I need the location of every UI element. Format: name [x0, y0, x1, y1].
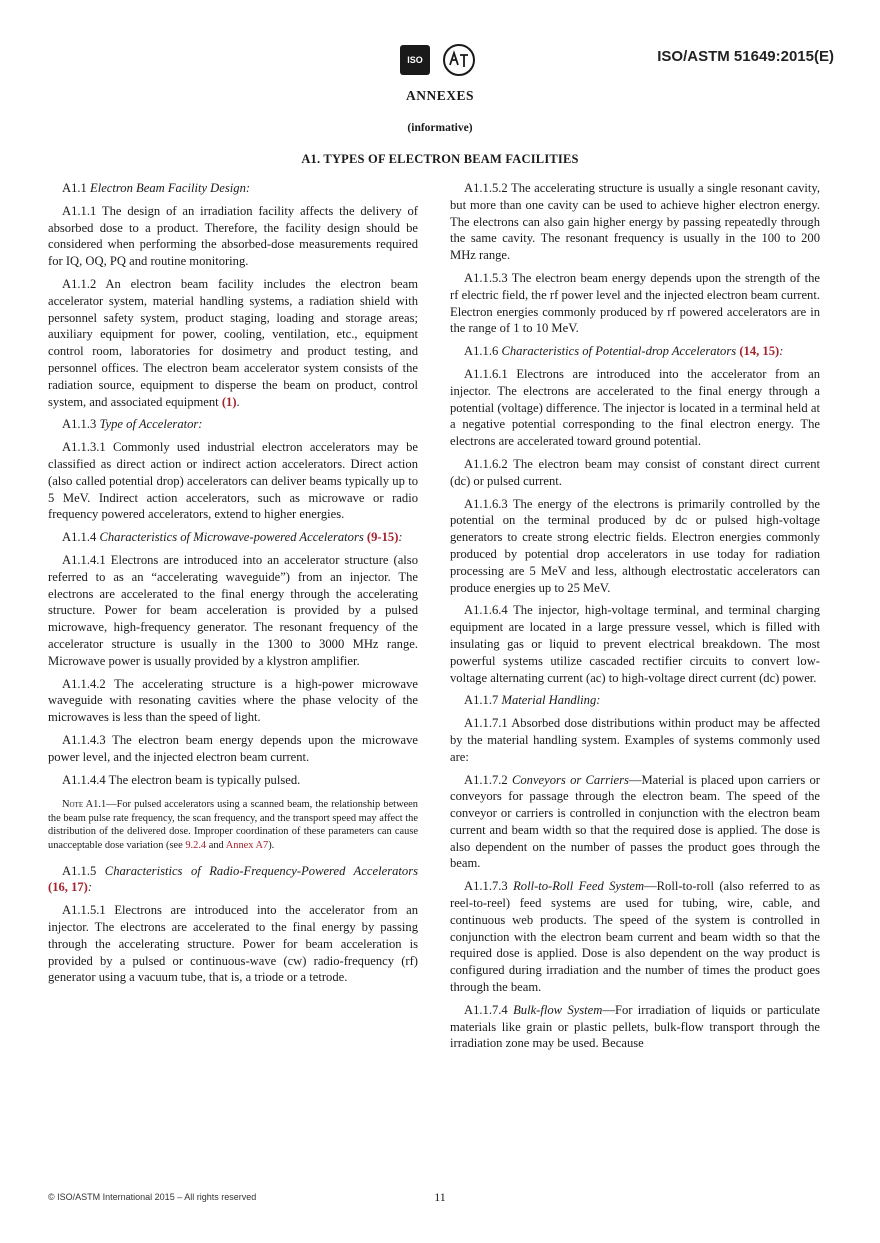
reference-link[interactable]: (9-15)	[366, 530, 399, 545]
right-column	[450, 180, 820, 1058]
paragraph: A1.1.5.1 Electrons are introduced into the accelerator from an injector. The electrons are accelerated to the final energy by passing through the accelerating structure. Power for beam acceleration is provided by a pulsed or continuous-wave (cw) radio-frequency (rf) generator using a vacuum tube, that is, a triode or a tetrode.	[48, 903, 418, 985]
paragraph: A1.1.3 Type of Accelerator:	[62, 417, 203, 432]
astm-logo-icon	[442, 43, 476, 77]
section-title: A1. TYPES OF ELECTRON BEAM FACILITIES	[301, 152, 579, 166]
paragraph: A1.1.6.2 The electron beam may consist of constant direct current (dc) or pulsed current.	[450, 456, 820, 488]
copyright-notice: © ISO/ASTM International 2015 – All rights reserved	[48, 1192, 257, 1202]
paragraph: A1.1.7 Material Handling:	[464, 693, 601, 708]
paragraph: A1.1.1 The design of an irradiation facility affects the delivery of absorbed dose to a product. Therefore, the facility design should be considered when performing the absorbed-dose measurements required for IQ, OQ, PQ and routine monitoring.	[48, 203, 418, 269]
annexes-subtitle: (informative)	[407, 122, 473, 134]
paragraph: A1.1.6 Characteristics of Potential-drop Accelerators (14, 15):	[464, 344, 784, 359]
paragraph: A1.1.6.1 Electrons are introduced into the accelerator from an injector. The electrons are accelerated to the final energy through a potential (voltage) difference. The injector is located in a terminal held at a negative potential corresponding to the final electron energy. The electrons are accelerated toward ground potential.	[450, 366, 820, 449]
reference-link[interactable]: 9.2.4	[185, 840, 207, 852]
page-number: 11	[434, 1190, 446, 1204]
reference-link[interactable]: Annex A7	[225, 840, 269, 852]
paragraph: A1.1.6.4 The injector, high-voltage terminal, and terminal charging equipment are located in a large pressure vessel, which is filled with insulating gas or liquid to prevent electrical breakdown. The most powerful systems utilize cascaded rectifier circuits to convert low-voltage alternating current (ac) to high-voltage direct current (dc) power.	[450, 603, 820, 685]
iso-logo: ISO	[400, 45, 430, 75]
reference-link[interactable]: (16, 17)	[48, 880, 88, 895]
paragraph: A1.1.4.2 The accelerating structure is a high-power microwave waveguide with resonating cavities where the phase velocity of the microwaves is less than the speed of light.	[48, 676, 418, 725]
paragraph: A1.1.5.3 The electron beam energy depends upon the strength of the rf electric field, the rf power level and the injected electron beam current. Electron energies commonly produced by rf powered accelerators are in the range of 1 to 10 MeV.	[450, 270, 820, 336]
annexes-title: ANNEXES	[405, 88, 474, 103]
document-id: ISO/ASTM 51649:2015(E)	[657, 48, 834, 65]
left-column	[48, 180, 418, 992]
paragraph: A1.1.2 An electron beam facility includes the electron beam accelerator system, material handling systems, a radiation shield with personnel safety system, product staging, loading and storage areas; auxiliary equipment for power, cooling, ventilation, etc., equipment control room, laboratories for dosimetry and product testing, and personnel offices. The electron beam accelerator system consists of the radiation source, equipment to disperse the beam on product, control system, and associated equipment (1).	[48, 276, 418, 409]
paragraph: A1.1.7.3 Roll-to-Roll Feed System—Roll-to-roll (also referred to as reel-to-reel) feed systems are used for tubing, wire, cable, and continuous web products. The speed of the system is controlled in conjunction with the electron beam current and beam width so that the required dose is applied. Dose is also dependent on the way product is configured during irradiation and the number of times the product goes through the beam.	[450, 879, 820, 995]
paragraph: A1.1.5.2 The accelerating structure is usually a single resonant cavity, but more than one cavity can be used to achieve higher electron energy. The electrons can also gain higher energy by passing repeatedly through the same cavity. The resonant frequency is usually in the 100 to 200 MHz range.	[450, 181, 820, 263]
paragraph: A1.1.6.3 The energy of the electrons is primarily controlled by the potential on the terminal produced by dc or pulsed high-voltage generators to create strong electric fields. Electron energies commonly produced by potential drop accelerators in use today for radiation processing are 5 MeV and less, although electrostatic accelerators can produce energies up to 25 MeV.	[450, 496, 820, 595]
paragraph: A1.1.7.2 Conveyors or Carriers—Material is placed upon carriers or conveyors for passage through the electron beam. The speed of the conveyor or carriers is controlled in conjunction with the electron beam current and beam width so that the required dose is applied. The dose is also dependent on the number of passes the product goes through the beam.	[450, 772, 820, 871]
paragraph: A1.1.4.3 The electron beam energy depends upon the microwave power level, and the injected electron beam current.	[48, 732, 418, 764]
paragraph: A1.1.7.1 Absorbed dose distributions within product may be affected by the material handling system. Examples of systems commonly used are:	[450, 716, 820, 764]
paragraph: A1.1.4.1 Electrons are introduced into an accelerator structure (also referred to as an “accelerating waveguide”) from an injector. The electrons are accelerated to the final energy through the accelerating structure. Power for beam acceleration is provided by a pulsed microwave, high-frequency generator. The resonant frequency of the accelerator structure is usually in the 1300 to 3000 MHz range. Microwave power is usually provided by a klystron amplifier.	[48, 552, 418, 668]
paragraph: A1.1.3.1 Commonly used industrial electron accelerators may be classified as direct action or indirect action accelerators. Direct action (also called potential drop) accelerators can deliver beams typically up to 5 MeV. Indirect action accelerators, such as microwave or radio frequency powered accelerators, extend to higher energies.	[48, 440, 418, 522]
note: Note A1.1—For pulsed accelerators using a scanned beam, the relationship between the beam pulse rate frequency, the scan frequency, and the transport speed may affect the distribution of the delivered dose. Improper coordination of these parameters can cause unacceptable dose variation (see 9.2.4 and Annex A7).	[48, 799, 418, 852]
paragraph: A1.1.5 Characteristics of Radio-Frequency-Powered Accelerators (16, 17):	[48, 863, 418, 895]
paragraph: A1.1.4 Characteristics of Microwave-powered Accelerators (9-15):	[62, 530, 403, 545]
paragraph: A1.1.4.4 The electron beam is typically pulsed.	[62, 772, 301, 787]
reference-link[interactable]: (1)	[221, 394, 237, 409]
header-logos	[400, 42, 476, 78]
reference-link[interactable]: (14, 15)	[739, 344, 780, 359]
paragraph: A1.1 Electron Beam Facility Design:	[62, 181, 251, 195]
paragraph: A1.1.7.4 Bulk-flow System—For irradiation of liquids or particulate materials like grain or plastic pellets, bulk-flow transport through the irradiation zone may be used. Because	[450, 1002, 820, 1051]
